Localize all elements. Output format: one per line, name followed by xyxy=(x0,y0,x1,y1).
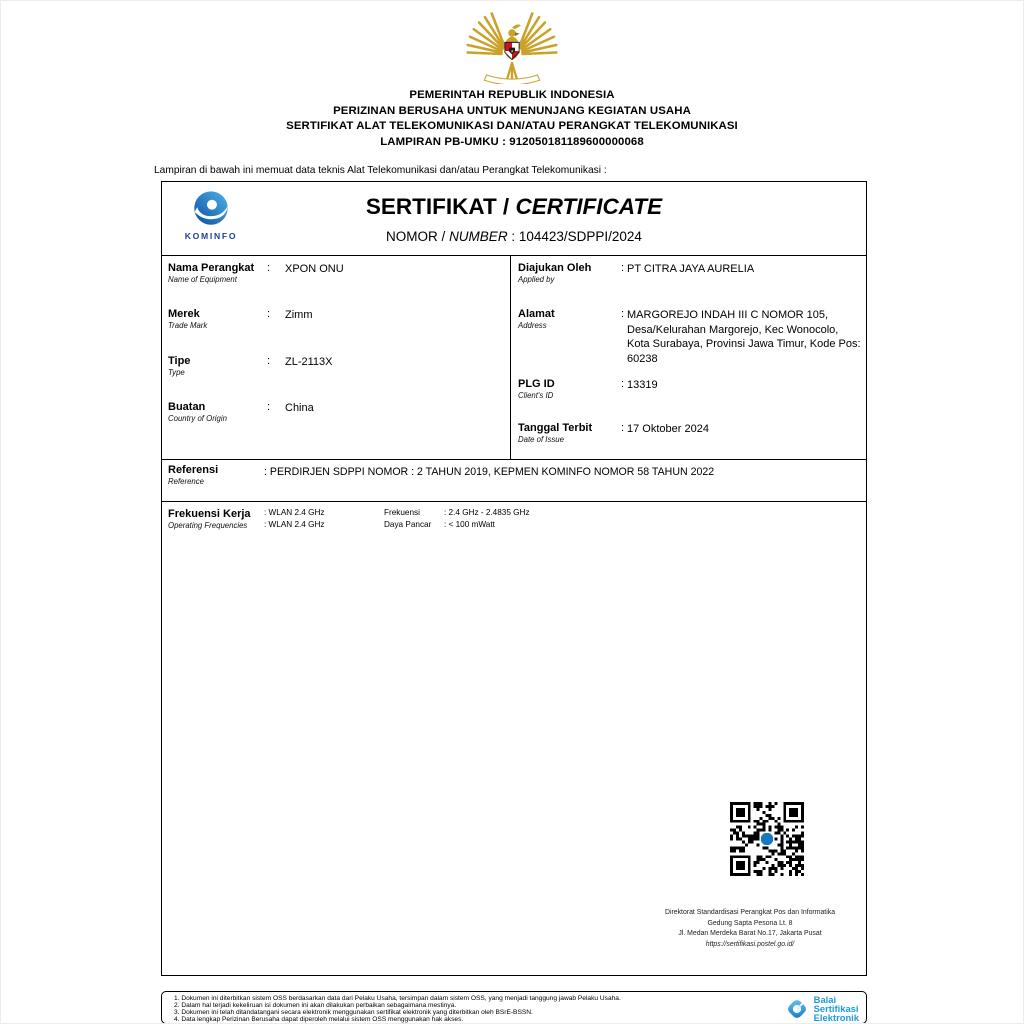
field-value: Zimm xyxy=(285,309,313,321)
frequency-detail-label: Daya Pancar xyxy=(384,519,432,529)
frequency-label-block xyxy=(168,508,251,530)
column-divider xyxy=(510,256,511,459)
frequency-entry: : WLAN 2.4 GHz xyxy=(264,519,325,529)
field-tipe xyxy=(168,355,504,377)
footer-notes-box xyxy=(161,991,867,1024)
footer-notes xyxy=(174,995,734,1023)
header-line-4: LAMPIRAN PB-UMKU : 912050181189600000068 xyxy=(380,135,644,148)
reference-value: : PERDIRJEN SDPPI NOMOR : 2 TAHUN 2019, KEPMEN KOMINFO NOMOR 58 TAHUN 2022 xyxy=(264,466,715,478)
frequency-detail-labels xyxy=(384,507,431,530)
field-label: PLG ID xyxy=(518,378,555,390)
field-value: China xyxy=(285,402,314,414)
field-colon xyxy=(267,308,270,320)
header-line-1: PEMERINTAH REPUBLIK INDONESIA xyxy=(409,89,615,101)
qr-code xyxy=(730,802,804,876)
government-header xyxy=(1,88,1023,150)
field-label: Buatan xyxy=(168,401,206,413)
field-label: Nama Perangkat xyxy=(168,262,255,274)
field-sublabel: Name of Equipment xyxy=(168,275,237,284)
field-merek xyxy=(168,308,504,330)
reference-divider-top xyxy=(162,459,866,460)
field-buatan xyxy=(168,401,504,423)
garuda-svg xyxy=(459,6,565,84)
intro-text: Lampiran di bawah ini memuat data teknis Alat Telekomunikasi dan/atau Perangkat Telekomunikasi : xyxy=(154,165,607,176)
frequency-label: Frekuensi Kerja xyxy=(168,508,251,520)
field-colon xyxy=(267,401,270,413)
field-colon xyxy=(621,262,624,274)
field-colon xyxy=(621,422,624,434)
bse-text-line: Sertifikasi xyxy=(813,1003,859,1015)
frequency-detail-values xyxy=(444,507,530,530)
header-line-2: PERIZINAN BERUSAHA UNTUK MENUNJANG KEGIATAN USAHA xyxy=(333,104,691,117)
footer-note: 1. Dokumen ini diterbitkan sistem OSS berdasarkan data dari Pelaku Usaha, tersimpan dalam sistem OSS, yang menjadi tanggung jawab Pelaku Usaha. xyxy=(174,994,621,1002)
reference-sublabel: Reference xyxy=(168,477,204,486)
field-colon xyxy=(267,262,270,274)
number-label-en: NUMBER xyxy=(449,229,508,244)
svg-text:★: ★ xyxy=(510,49,514,54)
field-sublabel: Applied by xyxy=(518,275,555,284)
field-value: 17 Oktober 2024 xyxy=(627,423,709,435)
certificate-title xyxy=(162,194,866,220)
field-sublabel: Date of Issue xyxy=(518,435,564,444)
field-colon xyxy=(621,308,624,320)
footer-note: 3. Dokumen ini telah ditandatangani secara elektronik menggunakan sertifikat elektronik yang diterbitkan oleh BSrE-BSSN. xyxy=(174,1008,533,1016)
field-colon xyxy=(267,355,270,367)
field-sublabel: Client's ID xyxy=(518,391,554,400)
field-value: 13319 xyxy=(627,379,658,391)
field-value: XPON ONU xyxy=(285,263,344,275)
kominfo-logo-text: KOMINFO xyxy=(184,231,238,241)
field-label: Tipe xyxy=(168,355,191,367)
reference-label-block xyxy=(168,464,218,486)
field-plg-id xyxy=(518,378,862,400)
office-url: https://sertifikasi.postel.go.id/ xyxy=(705,940,795,948)
field-label: Alamat xyxy=(518,308,555,320)
office-line: Jl. Medan Merdeka Barat No.17, Jakarta Pusat xyxy=(678,930,822,938)
number-label-id: NOMOR / xyxy=(386,229,446,244)
title-en: CERTIFICATE xyxy=(515,194,663,219)
reference-label: Referensi xyxy=(168,464,219,476)
footer-note: 4. Data lengkap Perizinan Berusaha dapat diperoleh melalui sistem OSS menggunakan hak akses. xyxy=(174,1015,464,1023)
field-tanggal-terbit xyxy=(518,422,862,444)
footer-note: 2. Dalam hal terjadi kekeliruan isi dokumen ini akan dilakukan perbaikan sebagaimana mestinya. xyxy=(174,1001,457,1009)
certificate-number xyxy=(162,229,866,244)
reference-divider-bottom xyxy=(162,501,866,502)
field-colon xyxy=(621,378,624,390)
title-id: SERTIFIKAT / xyxy=(365,194,510,219)
frequency-entries xyxy=(264,507,325,530)
field-label: Diajukan Oleh xyxy=(518,262,592,274)
frequency-detail-label: Frekuensi xyxy=(384,508,420,517)
office-line: Direktorat Standardisasi Perangkat Pos dan Informatika xyxy=(664,909,836,916)
frequency-entry: : WLAN 2.4 GHz xyxy=(264,508,325,517)
field-value: ZL-2113X xyxy=(285,356,333,368)
field-sublabel: Address xyxy=(518,321,547,330)
frequency-sublabel: Operating Frequencies xyxy=(168,521,248,530)
field-diajukan-oleh xyxy=(518,262,862,284)
certificate-box xyxy=(161,181,867,976)
field-sublabel: Country of Origin xyxy=(168,414,227,423)
frequency-detail-value: : < 100 mWatt xyxy=(444,519,495,529)
number-value: : 104423/SDPPI/2024 xyxy=(511,229,642,244)
field-nama-perangkat xyxy=(168,262,504,284)
bse-logo xyxy=(784,995,859,1023)
header-line-3: SERTIFIKAT ALAT TELEKOMUNIKASI DAN/ATAU PERANGKAT TELEKOMUNIKASI xyxy=(286,120,738,133)
bse-emblem-icon xyxy=(784,996,810,1022)
field-label: Tanggal Terbit xyxy=(518,422,593,434)
field-sublabel: Trade Mark xyxy=(168,321,208,330)
bse-logo-text xyxy=(814,995,859,1023)
garuda-pancasila-emblem xyxy=(459,6,565,84)
field-alamat xyxy=(518,308,862,365)
frequency-detail-value: : 2.4 GHz - 2.4835 GHz xyxy=(444,508,530,517)
bse-text-line: Balai xyxy=(813,994,837,1005)
bse-text-line: Elektronik xyxy=(813,1012,859,1024)
office-address xyxy=(632,908,868,950)
field-value: MARGOREJO INDAH III C NOMOR 105, Desa/Kelurahan Margorejo, Kec Wonocolo, Kota Surabaya, Provinsi Jawa Timur, Kode Pos: 60238 xyxy=(627,309,861,365)
field-sublabel: Type xyxy=(168,368,185,377)
field-value: PT CITRA JAYA AURELIA xyxy=(627,263,755,275)
office-line: Gedung Sapta Pesona Lt. 8 xyxy=(707,919,793,927)
certificate-header xyxy=(162,182,866,256)
field-label: Merek xyxy=(168,308,200,320)
